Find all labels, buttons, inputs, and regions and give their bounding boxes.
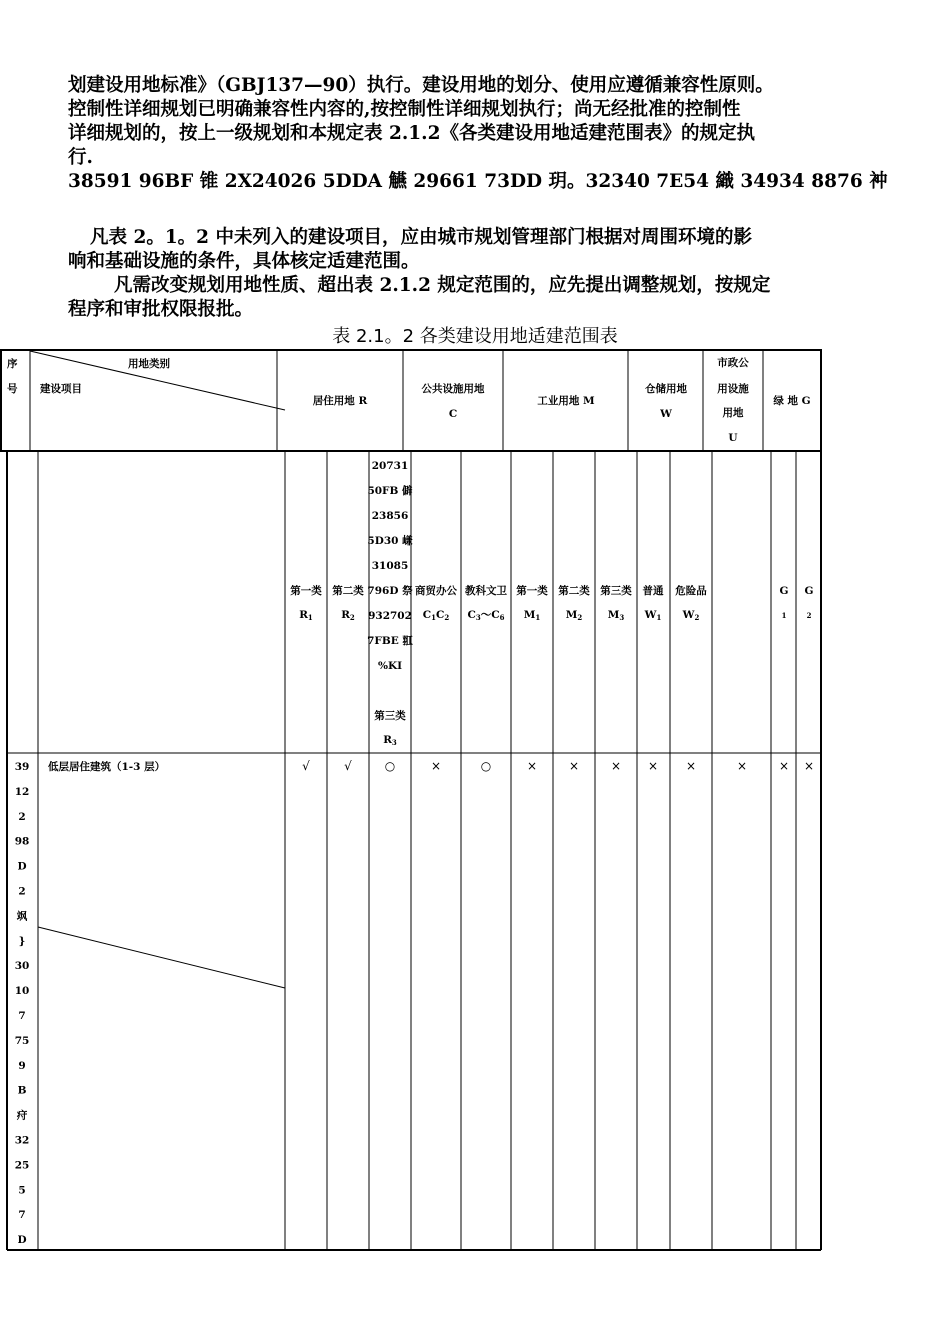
seq-digit: 10: [14, 985, 30, 998]
subheader-c3c6: 教科文卫: [465, 585, 507, 597]
svg-text:%KI: %KI: [377, 660, 403, 672]
seq-digit: 9: [18, 1059, 26, 1072]
seq-header: 序: [7, 358, 18, 370]
code-line: 38591 96BF 锥 2X24026 5DDA 觾 29661 73DD 玥。32340 7E54 織 34934 8876 衶: [68, 171, 888, 192]
subheader-m2-code: M2: [565, 609, 583, 622]
subheader-c3c6-code: C3～C6: [467, 609, 505, 622]
subheader-r1-code: R1: [299, 609, 313, 622]
row-marks: [302, 759, 814, 773]
seq-digit: D: [17, 860, 27, 873]
subheader-w1-code: W1: [644, 609, 662, 622]
subheader-m1-code: M1: [523, 609, 541, 622]
seq-digit: 98: [14, 835, 30, 848]
header-border: [1, 350, 821, 451]
subheader-m3: 第三类: [600, 585, 632, 597]
table-caption: 表 2.1。2 各类建设用地适建范围表: [332, 326, 618, 347]
group-public-code: C: [448, 408, 458, 420]
suitability-mark: ×: [778, 759, 790, 773]
seq-digit: 30: [14, 960, 30, 973]
r3-code-stack: [367, 460, 413, 672]
seq-digit: 7: [18, 1209, 26, 1222]
seq-digit: 39: [14, 761, 30, 773]
subheader-r1: 第一类: [290, 585, 322, 597]
seq-digit: B: [17, 1084, 27, 1097]
suitability-mark: ×: [685, 759, 697, 773]
seq-digit: 疛: [16, 1109, 28, 1122]
suitability-mark: √: [302, 759, 310, 773]
suitability-mark: ×: [610, 759, 622, 773]
svg-text:50FB 僻: 50FB 僻: [367, 485, 413, 497]
subheader-g1: G: [779, 585, 789, 597]
subheader-g2-index: 2: [806, 611, 812, 620]
seq-digit: }: [18, 935, 26, 948]
group-municipal-code: U: [728, 432, 738, 444]
seq-digit: 75: [14, 1034, 30, 1047]
subheader-c1c2-code: C1C2: [422, 609, 450, 622]
subheader-m3-code: M3: [607, 609, 625, 622]
land-type-label: 用地类别: [128, 358, 170, 370]
text-line: 行.: [68, 147, 93, 168]
suitability-mark: √: [344, 759, 352, 773]
text-line: 控制性详细规划已明确兼容性内容的,按控制性详细规划执行；尚无经批准的控制性: [68, 99, 741, 120]
seq-digit: 5: [18, 1184, 26, 1197]
svg-text:23856: 23856: [371, 510, 409, 522]
group-storage-code: W: [660, 408, 672, 420]
svg-text:5D30 嵰: 5D30 嵰: [367, 535, 413, 547]
text-line: 响和基础设施的条件，具体核定适建范围。: [68, 251, 420, 272]
group-municipal: 用设施: [717, 383, 749, 395]
subheader-r2: 第二类: [332, 585, 364, 597]
row-seq-number: [15, 761, 30, 1246]
suitability-mark: ×: [568, 759, 580, 773]
text-line: 凡表 2。1。2 中未列入的建设项目，应由城市规划管理部门根据对周围环境的影: [90, 227, 753, 248]
seq-digit: 2: [18, 810, 26, 823]
subheader-w2: 危险品: [675, 585, 707, 597]
seq-digit: 飒: [16, 910, 28, 923]
group-municipal: 用地: [722, 407, 744, 419]
group-municipal: 市政公: [717, 357, 749, 369]
svg-text:796D 祭: 796D 祭: [367, 585, 413, 597]
text-line: 划建设用地标准》（GBJ137—90）执行。建设用地的划分、使用应遵循兼容性原则。: [68, 75, 774, 96]
seq-digit: D: [17, 1234, 27, 1247]
project-label: 建设项目: [40, 383, 82, 395]
subheader-m1: 第一类: [516, 585, 548, 597]
subheader-r3-code: R3: [383, 734, 397, 747]
seq-digit: 32: [14, 1134, 30, 1147]
subheader-w2-code: W2: [682, 609, 700, 622]
suitability-mark: ×: [430, 759, 442, 773]
suitability-mark: ×: [736, 759, 748, 773]
subheader-g1-index: 1: [781, 611, 787, 620]
subheader-w1: 普通: [642, 585, 664, 597]
suitability-mark: ×: [803, 759, 815, 773]
group-public: 公共设施用地: [421, 383, 485, 395]
group-green: 绿 地 G: [773, 395, 811, 407]
seq-digit: 7: [18, 1010, 26, 1022]
subheader-g2: G: [804, 585, 814, 597]
seq-digit: 2: [18, 885, 26, 898]
svg-text:7FBE 羾: 7FBE 羾: [367, 635, 413, 647]
suitability-mark: ×: [526, 759, 538, 773]
subheader-r3: 第三类: [374, 710, 406, 722]
group-residential: 居住用地 R: [312, 395, 368, 407]
svg-text:932702: 932702: [368, 610, 412, 622]
suitability-mark: ○: [480, 759, 492, 773]
suitability-mark: ×: [647, 759, 659, 773]
row-project-name: 低层居住建筑（1-3 层）: [48, 761, 166, 773]
seq-header: 号: [7, 383, 18, 395]
suitability-mark: ○: [384, 759, 396, 773]
row-diagonal: [38, 927, 285, 988]
text-line: 程序和审批权限报批。: [68, 299, 254, 320]
text-line: 详细规划的，按上一级规划和本规定表 2.1.2《各类建设用地适建范围表》的规定执: [68, 123, 755, 144]
group-industrial: 工业用地 M: [537, 395, 595, 407]
subheader-c1c2: 商贸办公: [415, 585, 457, 597]
subheader-m2: 第二类: [558, 585, 590, 597]
group-storage: 仓储用地: [645, 383, 687, 395]
table-row: [15, 759, 814, 1246]
text-line: 凡需改变规划用地性质、超出表 2.1.2 规定范围的，应先提出调整规划，按规定: [114, 275, 771, 296]
seq-digit: 12: [14, 785, 30, 798]
svg-text:31085: 31085: [371, 560, 409, 572]
subheader-r2-code: R2: [341, 609, 355, 622]
svg-text:20731: 20731: [371, 460, 409, 472]
seq-digit: 25: [14, 1159, 30, 1172]
